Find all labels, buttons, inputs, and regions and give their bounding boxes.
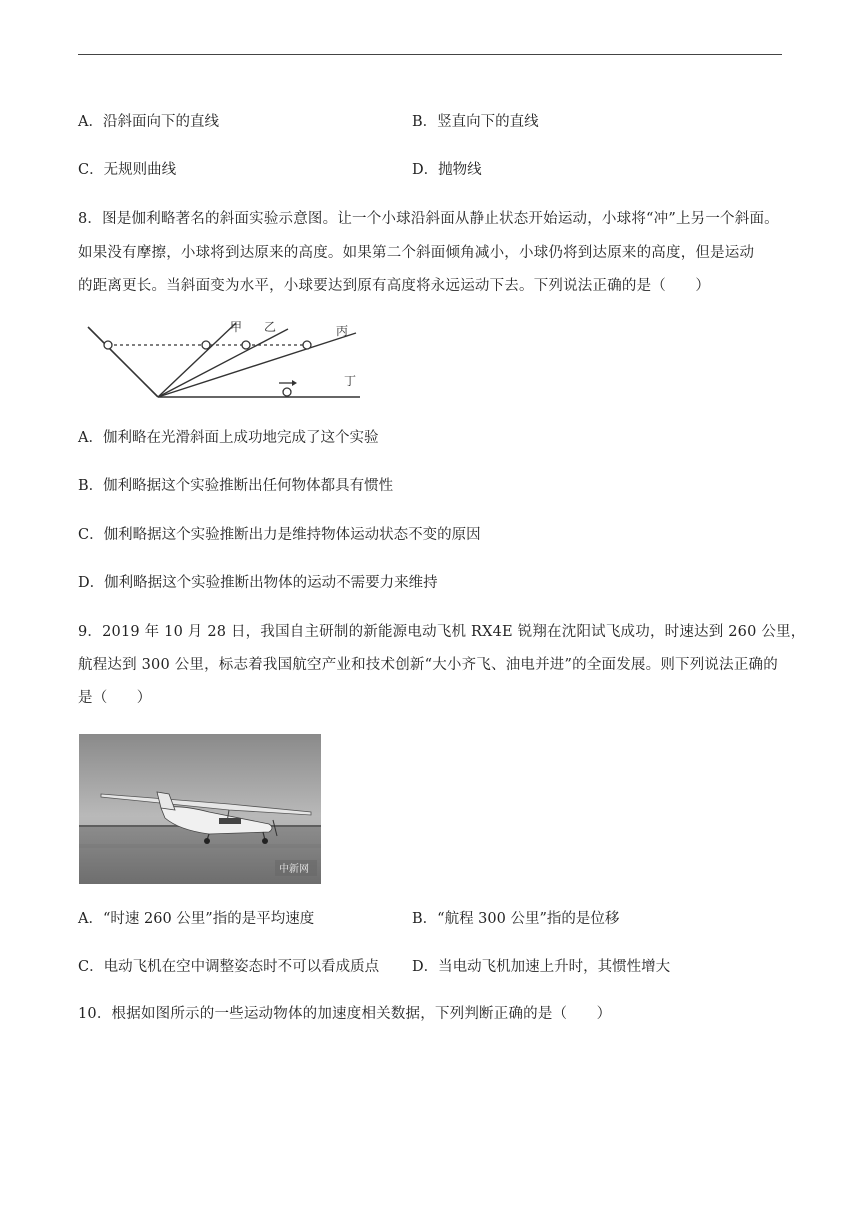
ball-ding xyxy=(283,388,291,396)
q9-option-a: A．“时速 260 公里”指的是平均速度 xyxy=(78,911,315,927)
ball-jia xyxy=(202,341,210,349)
electric-plane-photo xyxy=(79,734,321,884)
q8-incline-figure xyxy=(78,315,378,405)
label-jia: 甲 xyxy=(230,320,243,334)
label-bing: 丙 xyxy=(336,324,349,338)
q9-stem-line-2: 航程达到 300 公里，标志着我国航空产业和技术创新“大小齐飞、油电并进”的全面发展。则下列说法正确的 xyxy=(78,657,778,673)
q9-option-b: B．“航程 300 公里”指的是位移 xyxy=(412,911,620,927)
q8-stem-line-2: 如果没有摩擦，小球将到达原来的高度。如果第二个斜面倾角减小，小球仍将到达原来的高度，但是运动 xyxy=(78,245,755,261)
header-rule xyxy=(78,54,782,55)
q10-stem: 10．根据如图所示的一些运动物体的加速度相关数据，下列判断正确的是（ ） xyxy=(78,1006,612,1022)
q8-option-b: B．伽利略据这个实验推断出任何物体都具有惯性 xyxy=(78,478,394,494)
q7-option-a: A．沿斜面向下的直线 xyxy=(78,114,219,130)
q8-option-d: D．伽利略据这个实验推断出物体的运动不需要力来维持 xyxy=(78,575,438,591)
ball-bing xyxy=(303,341,311,349)
q8-stem-line-1: 8．图是伽利略著名的斜面实验示意图。让一个小球沿斜面从静止状态开始运动，小球将“冲”上另一个斜面。 xyxy=(78,211,779,227)
q7-option-b: B．竖直向下的直线 xyxy=(412,114,539,130)
label-ding: 丁 xyxy=(344,374,357,388)
q7-option-d: D．抛物线 xyxy=(412,162,482,178)
ball-yi xyxy=(242,341,250,349)
ball-start xyxy=(104,341,112,349)
q8-stem-line-3: 的距离更长。当斜面变为水平，小球要达到原有高度将永远运动下去。下列说法正确的是（ ） xyxy=(78,278,711,294)
q9-stem-line-3: 是（ ） xyxy=(78,690,152,706)
q9-stem-line-1: 9．2019 年 10 月 28 日，我国自主研制的新能源电动飞机 RX4E 锐翔在沈阳试飞成功，时速达到 260 公里， xyxy=(78,624,806,640)
label-yi: 乙 xyxy=(264,320,277,334)
q8-option-a: A．伽利略在光滑斜面上成功地完成了这个实验 xyxy=(78,430,379,446)
q9-option-c: C．电动飞机在空中调整姿态时不可以看成质点 xyxy=(78,959,380,975)
q9-option-d: D．当电动飞机加速上升时，其惯性增大 xyxy=(412,959,671,975)
photo-watermark: 中新网 xyxy=(279,864,309,875)
q8-option-c: C．伽利略据这个实验推断出力是维持物体运动状态不变的原因 xyxy=(78,527,481,543)
q7-option-c: C．无规则曲线 xyxy=(78,162,177,178)
